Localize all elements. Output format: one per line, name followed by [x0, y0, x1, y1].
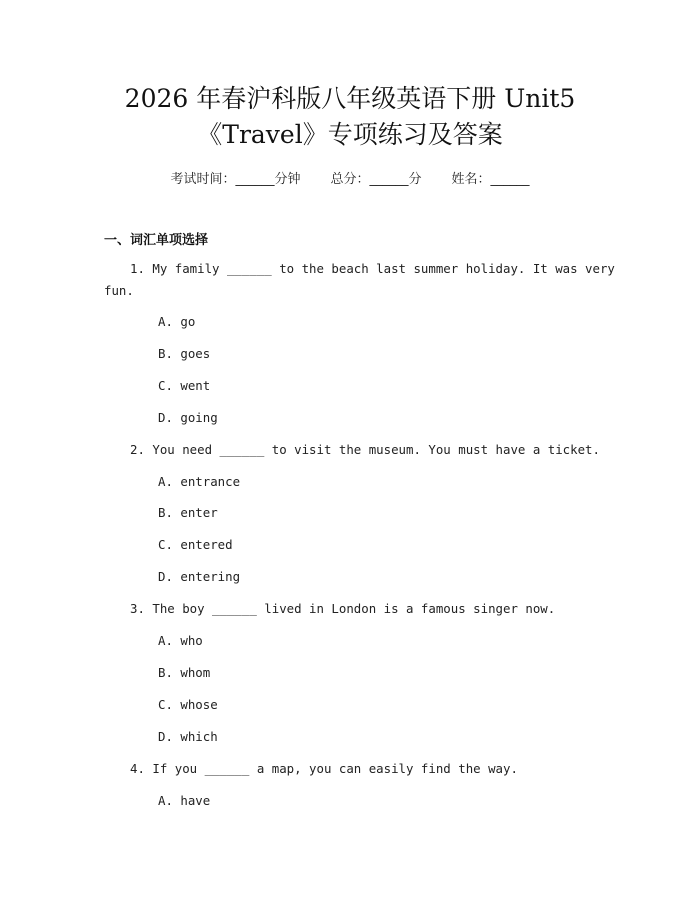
exam-time-field: 考试时间：______分钟: [170, 172, 301, 187]
question-3-stem: 3. The boy ______ lived in London is a famous singer now.: [130, 601, 556, 616]
document-title-line-2: 《Travel》专项练习及答案: [197, 120, 503, 149]
exam-info-row: [0, 168, 700, 187]
question-2-option-b: B. enter: [158, 505, 218, 520]
question-3-option-a: A. who: [158, 633, 203, 648]
section-heading: 一、词汇单项选择: [104, 233, 209, 248]
question-1-option-a: A. go: [158, 314, 196, 329]
total-score-field: 总分：______分: [330, 172, 422, 187]
question-3-option-d: D. which: [158, 729, 218, 744]
student-name-field: 姓名：______: [451, 172, 530, 187]
question-1-stem: 1. My family ______ to the beach last summer holiday. It was very: [130, 261, 615, 276]
question-1-option-c: C. went: [158, 378, 211, 393]
question-1-option-d: D. going: [158, 410, 218, 425]
question-3-option-c: C. whose: [158, 697, 218, 712]
question-3-option-b: B. whom: [158, 665, 211, 680]
question-2-option-d: D. entering: [158, 569, 241, 584]
question-2-option-c: C. entered: [158, 537, 233, 552]
question-4-option-a: A. have: [158, 793, 211, 808]
question-1-stem-continued: fun.: [104, 283, 134, 298]
question-1-option-b: B. goes: [158, 346, 211, 361]
document-title-line-1: 2026 年春沪科版八年级英语下册 Unit5: [124, 84, 576, 113]
question-2-stem: 2. You need ______ to visit the museum. You must have a ticket.: [130, 442, 600, 457]
question-2-option-a: A. entrance: [158, 474, 241, 489]
question-4-stem: 4. If you ______ a map, you can easily find the way.: [130, 761, 518, 776]
